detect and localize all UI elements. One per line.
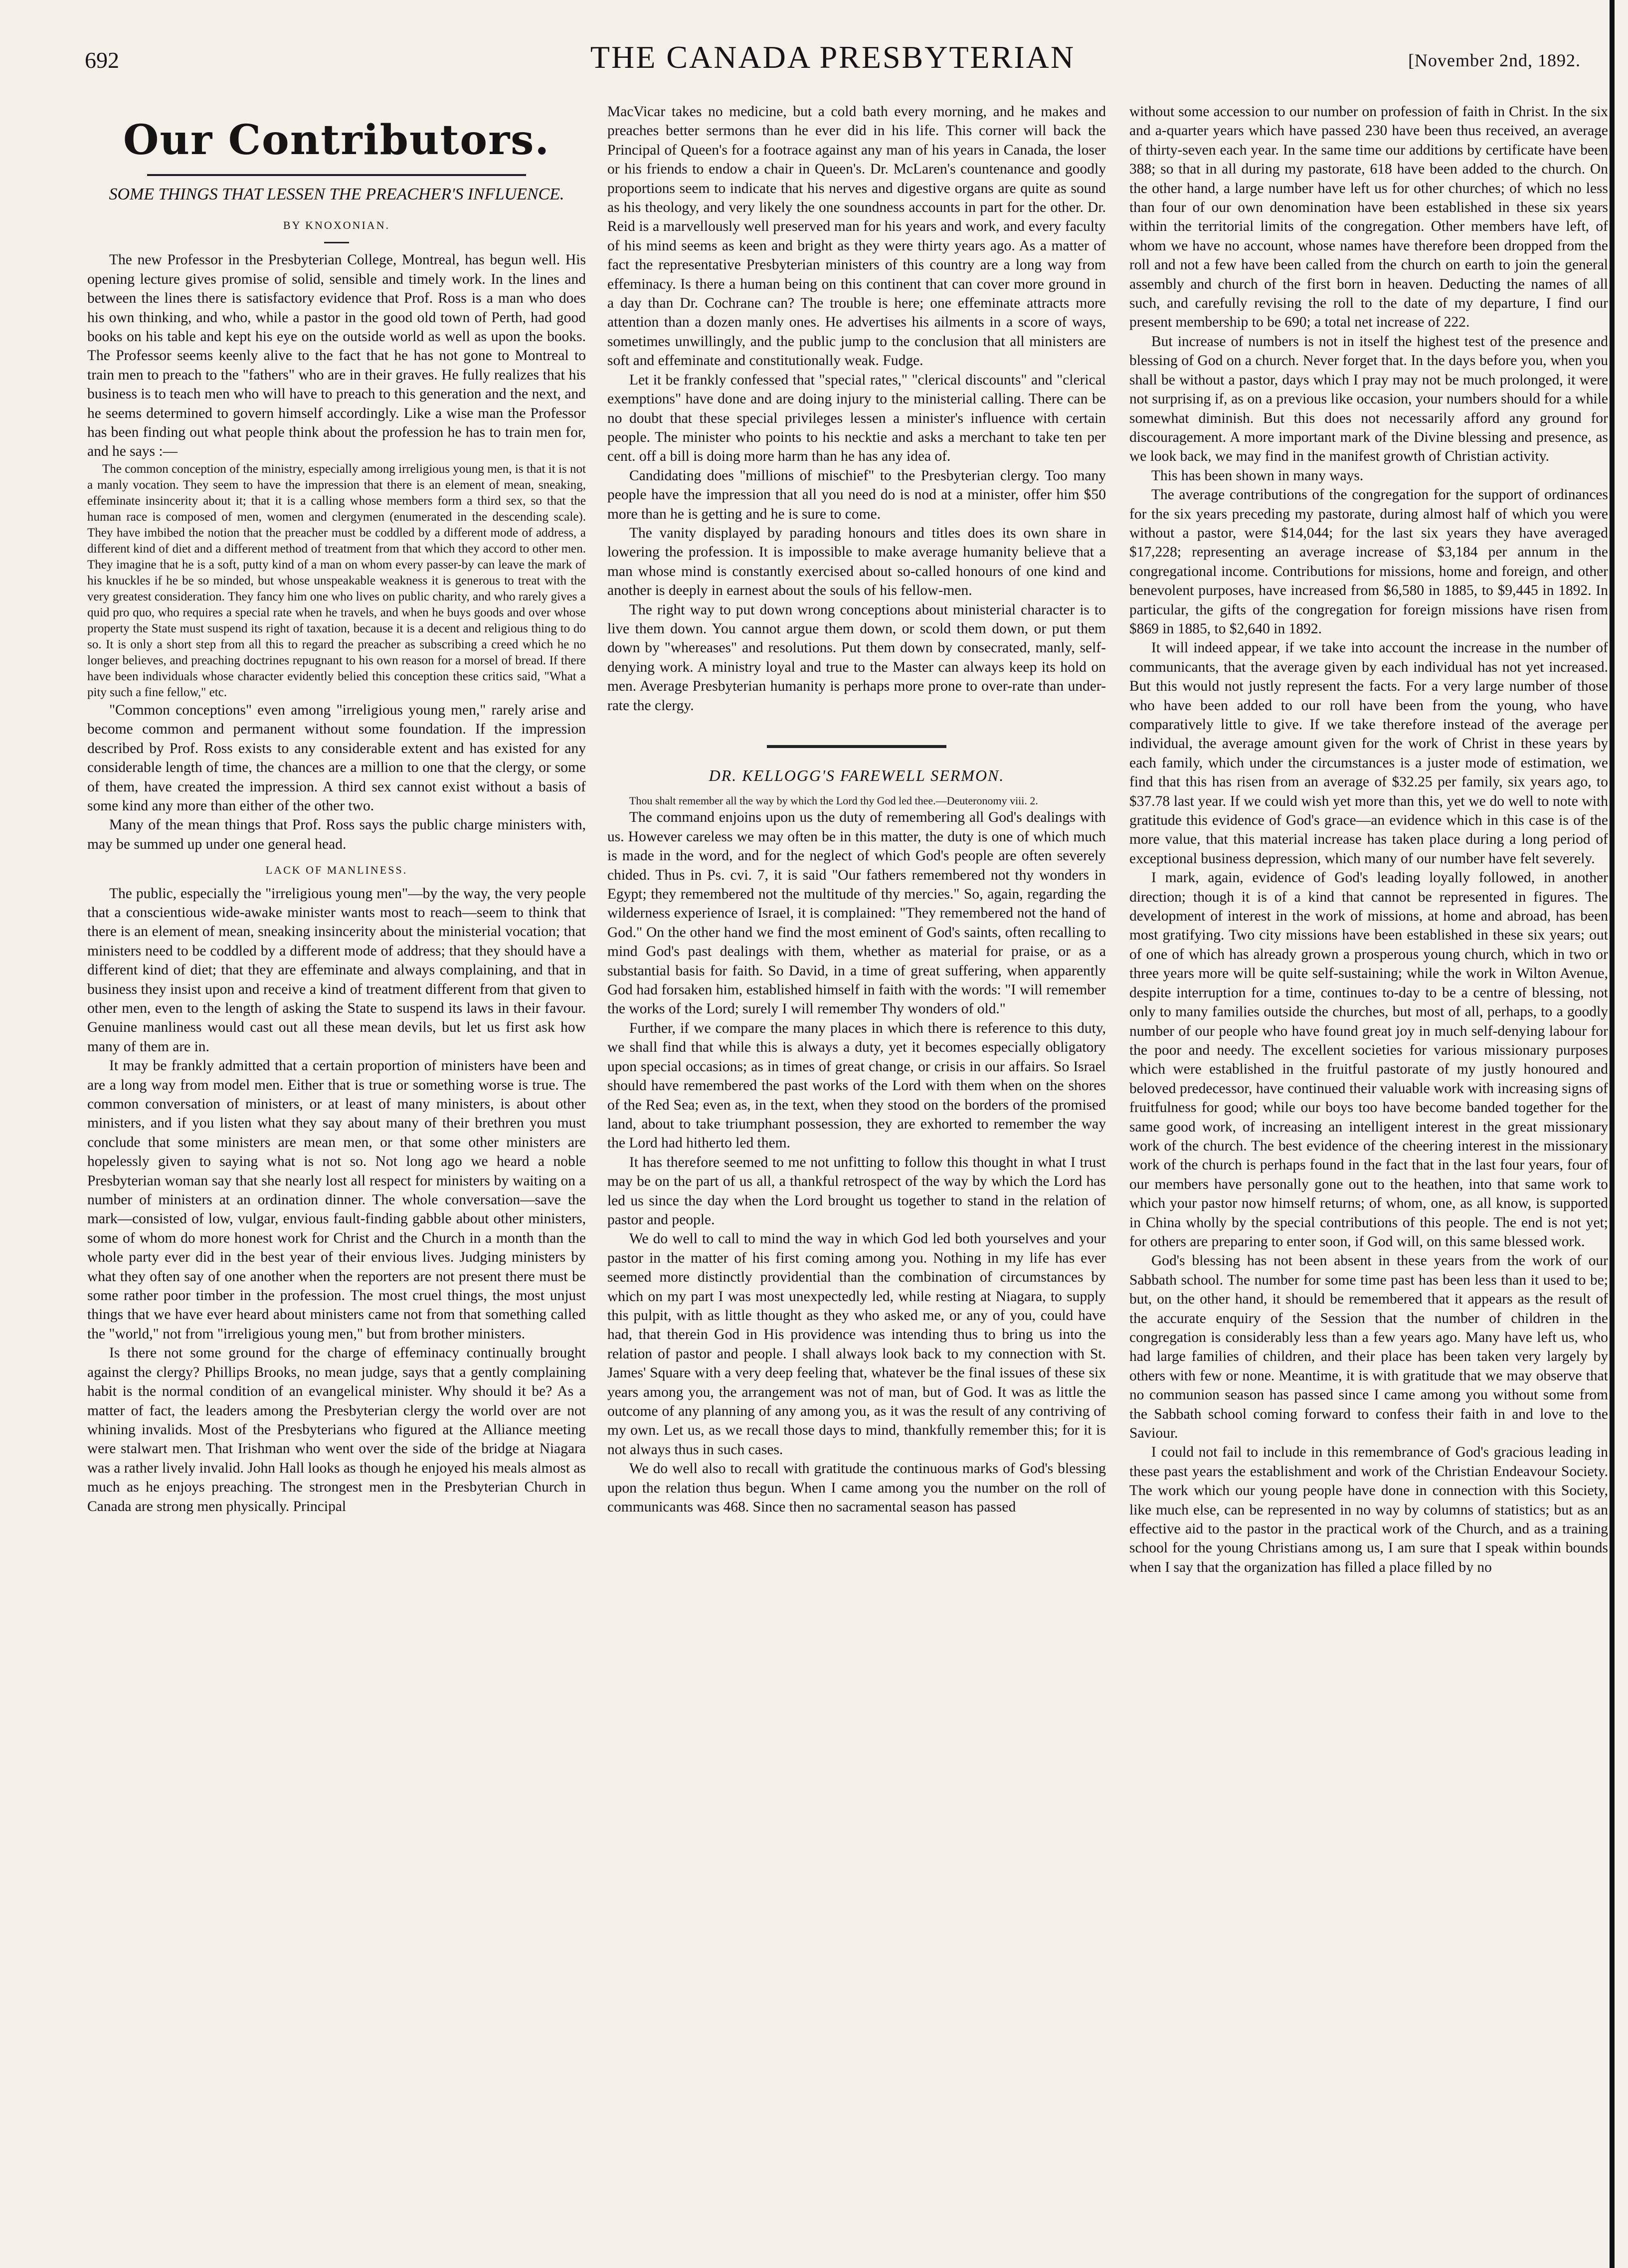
paragraph: Many of the mean things that Prof. Ross says the public charge ministers with, may be summed up under one general head. [87,817,586,852]
paragraph: I could not fail to include in this remembrance of God's gracious leading in these past years the establishment and work of the Christian Endeavour Society. The work which our young people have done in connection with this Society, like much else, can be represented in no way by columns of statistics; but as an effective aid to the pastor in the practical work of the Church, and as a training school for the young Christians among us, I am sure that I speak within bounds when I say that the organization has filled a place filled by no [1129,1444,1608,1575]
paragraph: "Common conceptions" even among "irreligious young men," rarely arise and become common and permanent without some foundation. If the impression described by Prof. Ross exists to any considerable extent and has existed for any considerable length of time, the chances are a million to one that the clergy, or some of them, have created the impression. A third sex cannot exist without a basis of some kind any more than either of the other two. [87,702,586,814]
byline: BY KNOXONIAN. [283,219,390,231]
paragraph: The new Professor in the Presbyterian College, Montreal, has begun well. His opening lecture gives promise of solid, sensible and timely work. In the lines and between the lines there is satisfactory evidence that Prof. Ross is a man who does his own thinking, and who, while a pastor in the good old town of Perth, had good books on his table and kept his eye on the outside world as well as upon the books. The Professor seems keenly alive to the fact that he has not gone to Montreal to train men to preach to the "fathers" who are in their graves. He fully realizes that his business is to teach men who will have to preach to this generation and the next, and he seems determined to govern himself accordingly. Like a wise man the Professor has been finding out what people think about the profession he has to train men for, and he says :— [87,252,586,460]
paragraph: The right way to put down wrong conceptions about ministerial character is to live them down. You cannot argue them down, or scold them down, or put them down by "whereases" and resolutions. Put them down by consecrated, manly, self-denying work. A ministry loyal and true to the Master can always keep its hold on men. Average Presbyterian humanity is perhaps more prone to over-rate than under-rate the clergy. [607,601,1106,714]
publication-title: THE CANADA PRESBYTERIAN [590,39,1076,75]
article-title: SOME THINGS THAT LESSEN THE PREACHER'S INFLUENCE. [109,185,564,203]
paragraph: But increase of numbers is not in itself the highest test of the presence and blessing of God on a church. Never forget that. In the days before you, when you shall be without a pastor, days which I pray may not be much prolonged, it were not surprising if, as on a previous like occasion, your numbers should for a while somewhat diminish. But this does not necessarily afford any ground for discouragement. A more important mark of the Divine blessing and presence, as we look back, we may find in the manifest growth of Christian activity. [1129,333,1608,465]
paragraph: Is there not some ground for the charge of effeminacy continually brought against the clergy? Phillips Brooks, no mean judge, says that a gently complaining habit is the normal condition of an evangelical minister. Why should it be? As a matter of fact, the leaders among the Presbyterian clergy the world over are not whining invalids. Most of the Presbyterians who figured at the Alliance meeting were stalwart men. That Irishman who went over the side of the bridge at Niagara was a rather lively invalid. John Hall looks as though he enjoyed his meals almost as much as he enjoys preaching. The strongest men in the Presbyterian Church in Canada are strong men physically. Principal [87,1345,586,1514]
column-3 [1129,102,1608,2247]
paragraph: The command enjoins upon us the duty of remembering all God's dealings with us. However careless we may often be in this matter, the duty is one of which much is made in the word, and for the neglect of which God's people are often severely chided. Thus in Ps. cvi. 7, it is said "Our fathers remembered not thy wonders in Egypt; they remembered not the multitude of thy mercies." So, again, regarding the wilderness experience of Israel, it is complained: "They remembered not the hand of God." On the other hand we find the most eminent of God's saints, often recalling to mind God's past dealings with them, whether as material for praise, or as a substantial basis for faith. So David, in a time of great suffering, when apparently God had forsaken him, established himself in faith with the words: "I will remember the works of the Lord; surely I will remember Thy wonders of old." [607,809,1106,1017]
paragraph: We do well also to recall with gratitude the continuous marks of God's blessing upon the relation thus begun. When I came among you the number on the roll of communicants was 468. Since then no sacramental season has passed [607,1461,1106,1515]
paragraph: The vanity displayed by parading honours and titles does its own share in lowering the profession. It is impossible to make average humanity believe that a man whose mind is constantly exercised about so-called honours of one kind and another is deeply in earnest about the souls of his fellow-men. [607,525,1106,599]
paragraph: This has been shown in many ways. [1151,467,1364,484]
article-separator [767,745,946,748]
article-title: DR. KELLOGG'S FAREWELL SERMON. [709,766,1005,784]
subheading: LACK OF MANLINESS. [265,864,408,877]
column-2 [607,102,1106,2247]
page-header [85,39,1581,84]
paragraph: It will indeed appear, if we take into account the increase in the number of communicants, that the average given by each individual has not yet increased. But this would not justly represent the facts. For a very large number of those who have been added to our roll have been from the young, who have comparatively little to give. If we take therefore instead of the average per individual, the average amount given for the work of Christ in these years by each family, which under the circumstances is a juster mode of estimation, we find that this has risen from an average of $32.25 per family, six years ago, to $37.78 last year. If we could wish yet more than this, yet we do well to note with gratitude this evidence of God's grace—an evidence which in this case is of the more value, that this material increase has taken place during a long period of exceptional business depression, which many of our number have felt severely. [1129,640,1608,867]
byline-rule [324,242,349,243]
paragraph: God's blessing has not been absent in these years from the work of our Sabbath school. The number for some time past has been less than it used to be; but, on the other hand, it should be remembered that it appears as the result of the accurate enquiry of the Session that the number of children in the congregation is considerably less than a few years ago. Many have left us, who had large families of children, and their place has been taken very largely by others with few or none. Meantime, it is with gratitude that we may observe that no communion season has passed since I came among you without some from the Sabbath school coming forward to confess their faith in and love to the Saviour. [1129,1253,1608,1442]
section-masthead: Our Contributors. [123,116,550,164]
paragraph: Further, if we compare the many places in which there is reference to this duty, we shall find that while this is always a duty, yet it becomes especially obligatory upon special occasions; as in times of great change, or crisis in our affairs. So Israel should have remembered the past works of the Lord with them when on the shores of the Red Sea; even as, in the text, when they stood on the borders of the promised land, about to take triumphant possession, they are exhorted to remember the way the Lord had hitherto led them. [607,1020,1106,1151]
epigraph: Thou shalt remember all the way by which the Lord thy God led thee.—Deuteronomy viii. 2. [629,794,1038,807]
column-1 [87,102,586,2247]
paragraph: We do well to call to mind the way in which God led both yourselves and your pastor in the matter of his first coming among you. Nothing in my life has ever seemed more distinctly providential than the combination of circumstances by which on my part I was most unexpectedly led, while resting at Niagara, to supply this pulpit, with as little thought as they who asked me, or any of you, could have had, that therein God in His providence was intending thus to bring us into the relation of pastor and people. I shall always look back to my connection with St. James' Square with a very deep feeling that, whatever be the final issues of these six years among you, the arrangement was not of man, but of God. It was as little the outcome of any planning of any among you, as it was the result of any contriving of my own. Let us, as we recall those days to mind, thankfully remember this; for it is not always thus in such cases. [607,1231,1106,1458]
paragraph: It may be frankly admitted that a certain proportion of ministers have been and are a long way from model men. Either that is true or something worse is true. The common conversation of ministers, or at least of many ministers, is about other ministers, and if you listen what they say about many of their brethren you must conclude that some ministers are mean men, or that some other ministers are hopelessly given to saying what is not so. Not long ago we heard a noble Presbyterian woman say that she nearly lost all respect for ministers by waiting on a number of ministers at an ordination dinner. The whole conversation—save the mark—consisted of low, vulgar, envious fault-finding gabble about other ministers, some of whom do more honest work for Christ and the Church in a month than the whole party ever did in the best year of their envious lives. Judging ministers by what they often say of one another when the reporters are not present there must be some rather poor timber in the profession. The most cruel things, the most unjust things that we have ever heard about ministers came not from that something called the "world," not from "irreligious young men," but from brother ministers. [87,1058,586,1342]
paragraph: without some accession to our number on profession of faith in Christ. In the six and a-quarter years which have passed 230 have been thus received, an average of thirty-seven each year. In the same time our additions by certificate have been 388; so that in all during my pastorate, 618 have been added to the church. On the other hand, a large number have left us for other churches; of which no less than four of our own denomination have been established in these six years within the territorial limits of the congregation. Other members have left, of whom we have no account, whose names have therefore been dropped from the roll and not a few have been called from the church on earth to join the general assembly and church of the first born in heaven. Deducting the names of all such, and carefully revising the roll to the date of my departure, I find our present membership to be 690; a total net increase of 222. [1129,104,1608,331]
paragraph: It has therefore seemed to me not unfitting to follow this thought in what I trust may be on the part of us all, a thankful retrospect of the way by which the Lord has led us since the day when the Lord brought us together to stand in the relation of pastor and people. [607,1154,1106,1228]
paragraph: The average contributions of the congregation for the support of ordinances for the six years preceding my pastorate, during almost half of which you were without a pastor, were $14,044; for the last six years they have averaged $17,228; representing an average increase of $3,184 per annum in the congregational income. Contributions for missions, home and foreign, and other benevolent purposes, have increased from $6,580 in 1885, to $9,445 in 1892. In particular, the gifts of the congregation for foreign missions have risen from $869 in 1885, to $2,640 in 1892. [1129,487,1608,637]
paragraph: Let it be frankly confessed that "special rates," "clerical discounts" and "clerical exemptions" have done and are doing injury to the ministerial calling. There can be no doubt that these special privileges lessen a minister's influence with certain people. The minister who points to his necktie and asks a merchant to take ten per cent. off a bill is doing more harm than he has any idea of. [607,372,1106,465]
paragraph: MacVicar takes no medicine, but a cold bath every morning, and he makes and preaches better sermons than he ever did in his life. This corner will back the Principal of Queen's for a footrace against any man of his years in Canada, the loser or his friends to endow a chair in Queen's. Dr. McLaren's countenance and goodly proportions seem to indicate that his nerves and digestive organs are quite as sound as his theology, and very likely the one soundness accounts in part for the other. Dr. Reid is a marvellously well preserved man for his years and work, and every faculty of his mind seems as keen and bright as they were thirty years ago. As a matter of fact the representative Presbyterian ministers of this country are a long way from effeminacy. Is there a human being on this continent that can cover more ground in a day than Dr. Cochrane can? The trouble is here; one effeminate attracts more attention than a dozen manly ones. He advertises his ailments in a score of ways, sometimes unwillingly, and the public jump to the conclusion that all ministers are soft and effeminate and constitutionally weak. Fudge. [607,104,1106,369]
block-quote: The common conception of the ministry, especially among irreligious young men, is that it is not a manly vocation. They seem to have the impression that there is an element of mean, sneaking, effeminate insincerity about it; that it is a calling whose members form a third sex, so that the human race is composed of men, women and clergymen (enumerated in the descending scale). They have imbibed the notion that the preacher must be coddled by a different mode of address, a different kind of diet and a different method of treatment from that which they accord to other men. They imagine that he is a soft, putty kind of a man on whom every passer-by can leave the mark of his knuckles if he be so minded, but whose unspeakable weakness it is generous to treat with the very greatest consideration. They fancy him one who lives on public charity, and who rarely gives a quid pro quo, who requires a special rate when he travels, and when he buys goods and over whose property the State must suspend its right of taxation, because it is a decent and religious thing to do so. It is only a short step from all this to regard the preacher as subscribing a creed which he no longer believes, and preaching doctrines repugnant to his own reason for a morsel of bread. If there have been individuals whose character evidently belied this conception these critics said, "What a pity such a fine fellow," etc. [87,462,586,699]
issue-date: [November 2nd, 1892. [1408,50,1581,70]
masthead-rule [147,174,526,176]
paragraph: Candidating does "millions of mischief" to the Presbyterian clergy. Too many people have the impression that all you need do is nod at a minister, offer him $50 more than he is getting and he is sure to come. [607,467,1106,522]
page-edge-rule [1610,0,1615,2268]
page-number: 692 [85,47,119,73]
paragraph: The public, especially the "irreligious young men"—by the way, the very people that a conscientious wide-awake minister wants most to reach—seem to think that there is an element of mean, sneaking insincerity about the ministerial vocation; that ministers need to be coddled by a different mode of address; that they should have a different kind of diet; that they are effeminate and always complaining, and that in business they insist upon and receive a kind of treatment different from that given to other men, even to the length of asking the State to suspend its laws in their favour. Genuine manliness would cast out all these mean devils, but let us first ask how many of them are in. [87,885,586,1055]
paragraph: I mark, again, evidence of God's leading loyally followed, in another direction; though it is of a kind that cannot be represented in figures. The development of interest in the work of missions, at home and abroad, has been most gratifying. Two city missions have been established in these six years; out of one of which has already grown a prosperous young church, which in two or three years more will be quite self-sustaining; while the work in Wilton Avenue, despite interruption for a time, continues to-day to be a centre of blessing, not only to many families outside the churches, but most of all, perhaps, to a goodly number of our people who have found great joy in much self-denying labour for the poor and needy. The excellent societies for various missionary purposes which were established in the fruitful pastorate of my justly honoured and beloved predecessor, have continued their valuable work with increasing signs of fruitfulness for good; while our boys too have become banded together for the same good work, of increasing an intelligent interest in the great missionary work of the church. The best evidence of the cheering interest in the missionary work of the church is perhaps found in the fact that in the last four years, four of our members have personally gone out to the heathen, into that same work to which your pastor now himself returns; of whom, one, as all know, is supported in China wholly by the special contributions of this people. The end is not yet; for others are preparing to enter soon, if God will, on this same blessed work. [1129,870,1608,1250]
